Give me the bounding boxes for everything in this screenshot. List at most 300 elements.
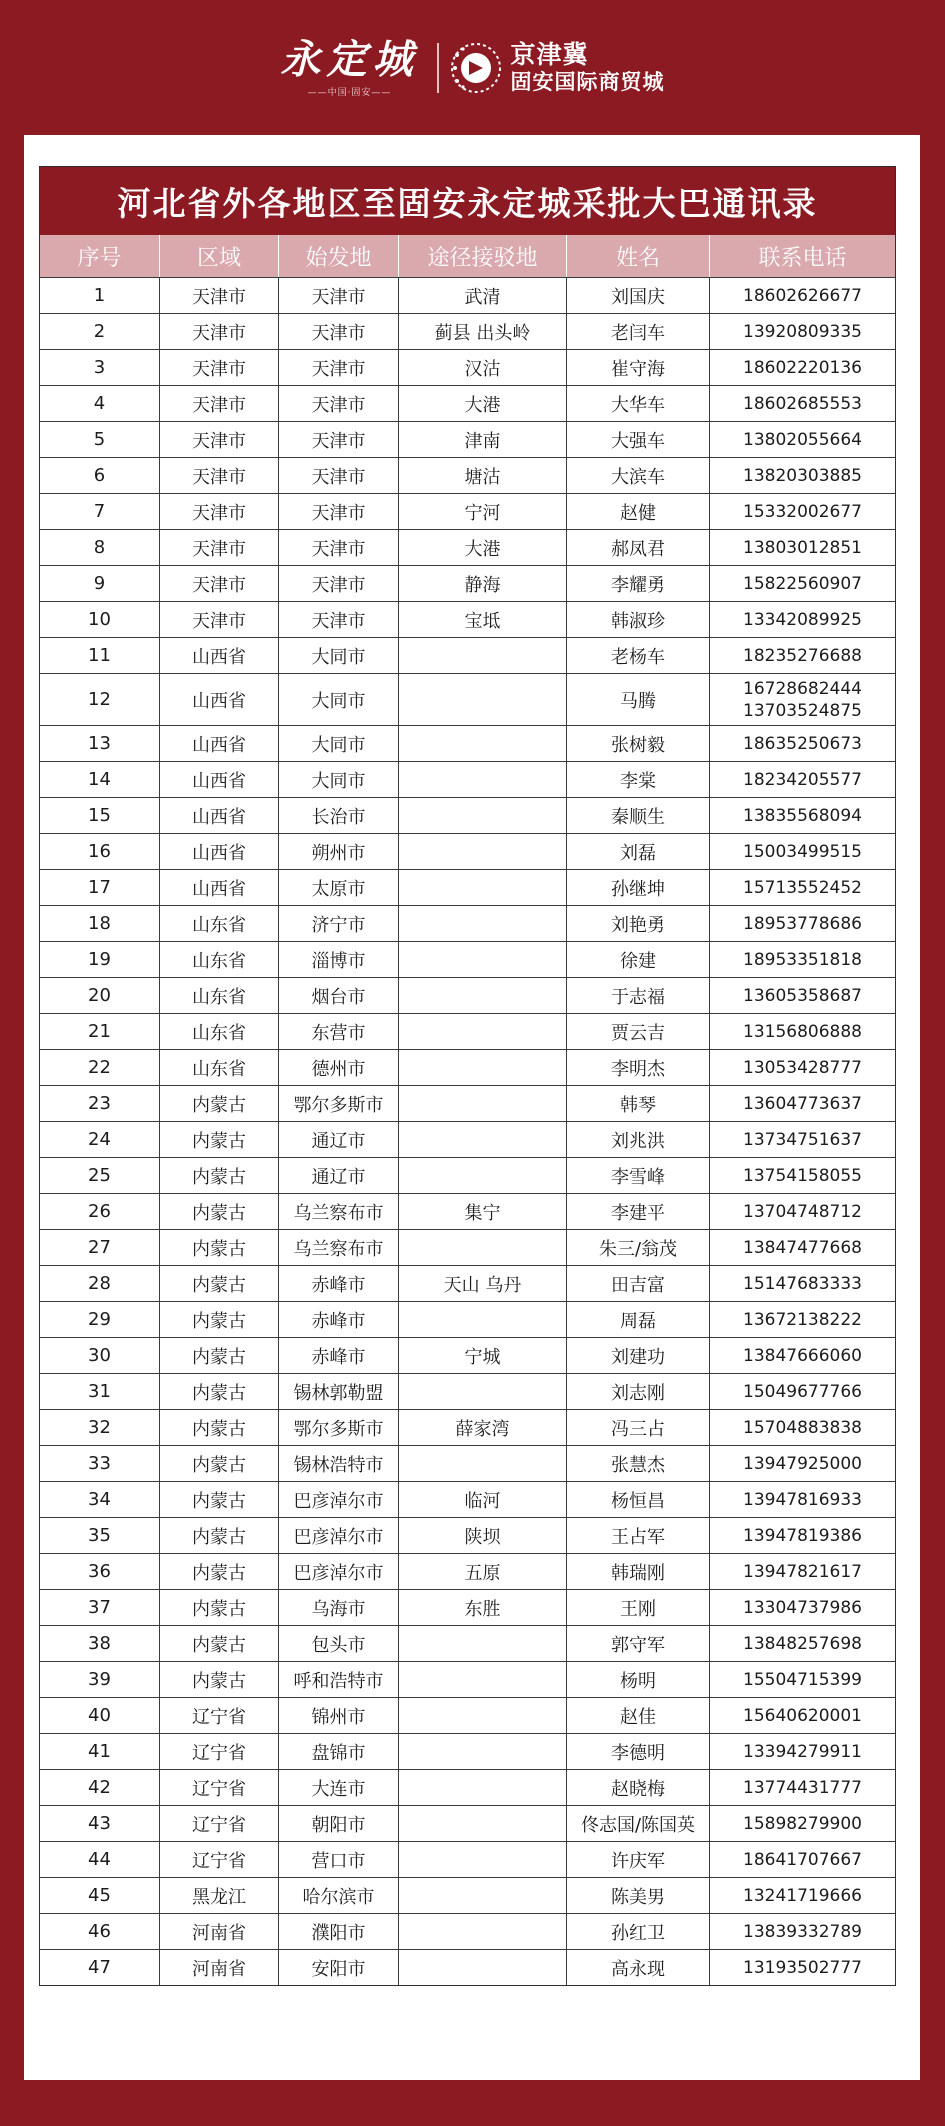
table-row — [40, 1517, 895, 1553]
row-via: 临河 — [398, 1482, 566, 1517]
row-origin: 大连市 — [278, 1770, 398, 1805]
row-via — [398, 942, 566, 977]
phone-number: 18953351818 — [743, 949, 862, 970]
row-origin: 呼和浩特市 — [278, 1662, 398, 1697]
row-contact-name: 郭守军 — [566, 1626, 709, 1661]
row-origin: 太原市 — [278, 870, 398, 905]
row-region: 天津市 — [159, 458, 278, 493]
row-via: 宁河 — [398, 494, 566, 529]
row-number: 21 — [88, 1021, 111, 1042]
row-origin: 天津市 — [278, 602, 398, 637]
row-origin: 大同市 — [278, 726, 398, 761]
row-region: 山东省 — [159, 906, 278, 941]
row-number: 29 — [88, 1309, 111, 1330]
row-region: 山西省 — [159, 834, 278, 869]
row-number: 17 — [88, 877, 111, 898]
phone-number: 13734751637 — [743, 1129, 862, 1150]
row-phone — [709, 386, 895, 421]
logo-divider — [437, 43, 439, 93]
row-contact-name: 佟志国/陈国英 — [566, 1806, 709, 1841]
table-row — [40, 977, 895, 1013]
row-origin: 巴彦淖尔市 — [278, 1518, 398, 1553]
phone-number: 13947925000 — [743, 1453, 862, 1474]
phone-number: 13754158055 — [743, 1165, 862, 1186]
table-row — [40, 1769, 895, 1805]
phone-number: 13947821617 — [743, 1561, 862, 1582]
row-contact-name: 冯三占 — [566, 1410, 709, 1445]
row-number: 37 — [88, 1597, 111, 1618]
row-origin: 大同市 — [278, 674, 398, 725]
row-phone — [709, 1770, 895, 1805]
row-contact-name: 李棠 — [566, 762, 709, 797]
phone-number: 18635250673 — [743, 733, 862, 754]
row-number: 35 — [88, 1525, 111, 1546]
row-number: 46 — [88, 1921, 111, 1942]
row-via — [398, 1086, 566, 1121]
row-region: 山西省 — [159, 638, 278, 673]
table-row — [40, 941, 895, 977]
row-contact-name: 徐建 — [566, 942, 709, 977]
row-number: 20 — [88, 985, 111, 1006]
page-header — [0, 0, 945, 135]
row-contact-name: 马腾 — [566, 674, 709, 725]
row-via: 大港 — [398, 386, 566, 421]
row-region: 内蒙古 — [159, 1410, 278, 1445]
row-phone — [709, 1950, 895, 1985]
row-contact-name: 刘国庆 — [566, 278, 709, 313]
row-origin: 天津市 — [278, 386, 398, 421]
row-contact-name: 杨明 — [566, 1662, 709, 1697]
row-origin: 赤峰市 — [278, 1338, 398, 1373]
table-row — [40, 1409, 895, 1445]
row-number: 5 — [93, 429, 106, 450]
row-number: 32 — [88, 1417, 111, 1438]
row-contact-name: 刘志刚 — [566, 1374, 709, 1409]
row-contact-name: 大华车 — [566, 386, 709, 421]
phone-number: 15640620001 — [743, 1705, 862, 1726]
row-number: 25 — [88, 1165, 111, 1186]
row-number: 30 — [88, 1345, 111, 1366]
row-via — [398, 798, 566, 833]
phone-number: 15822560907 — [743, 573, 862, 594]
table-row — [40, 725, 895, 761]
phone-number: 13848257698 — [743, 1633, 862, 1654]
table-row — [40, 1481, 895, 1517]
table-row — [40, 637, 895, 673]
row-phone — [709, 1734, 895, 1769]
phone-number: 13839332789 — [743, 1921, 862, 1942]
phone-number: 18641707667 — [743, 1849, 862, 1870]
row-contact-name: 大强车 — [566, 422, 709, 457]
phone-number: 13820303885 — [743, 465, 862, 486]
row-via — [398, 1734, 566, 1769]
row-origin: 天津市 — [278, 350, 398, 385]
row-region: 天津市 — [159, 602, 278, 637]
row-region: 天津市 — [159, 566, 278, 601]
row-contact-name: 赵晓梅 — [566, 1770, 709, 1805]
row-number: 27 — [88, 1237, 111, 1258]
yongdingcheng-logo — [281, 37, 419, 98]
row-via: 五原 — [398, 1554, 566, 1589]
row-phone — [709, 978, 895, 1013]
row-number: 34 — [88, 1489, 111, 1510]
row-region: 内蒙古 — [159, 1590, 278, 1625]
row-via — [398, 1914, 566, 1949]
row-origin: 哈尔滨市 — [278, 1878, 398, 1913]
row-phone — [709, 638, 895, 673]
row-number: 43 — [88, 1813, 111, 1834]
row-contact-name: 李明杰 — [566, 1050, 709, 1085]
row-phone — [709, 1014, 895, 1049]
row-phone — [709, 1446, 895, 1481]
row-region: 辽宁省 — [159, 1770, 278, 1805]
phone-number: 13947819386 — [743, 1525, 862, 1546]
row-number: 3 — [93, 357, 106, 378]
phone-number: 13342089925 — [743, 609, 862, 630]
row-via: 塘沽 — [398, 458, 566, 493]
row-phone — [709, 1806, 895, 1841]
row-phone — [709, 762, 895, 797]
row-contact-name: 田吉富 — [566, 1266, 709, 1301]
row-phone — [709, 906, 895, 941]
row-number: 36 — [88, 1561, 111, 1582]
row-via — [398, 762, 566, 797]
table-row — [40, 385, 895, 421]
row-phone — [709, 1518, 895, 1553]
row-via — [398, 674, 566, 725]
row-origin: 乌兰察布市 — [278, 1230, 398, 1265]
row-origin: 天津市 — [278, 530, 398, 565]
row-region: 内蒙古 — [159, 1086, 278, 1121]
bus-directory-table — [39, 166, 896, 1986]
phone-number: 13672138222 — [743, 1309, 862, 1330]
content-panel — [24, 135, 920, 2080]
row-number: 26 — [88, 1201, 111, 1222]
table-row — [40, 797, 895, 833]
phone-number: 15713552452 — [743, 877, 862, 898]
row-contact-name: 王刚 — [566, 1590, 709, 1625]
row-region: 山西省 — [159, 870, 278, 905]
row-phone — [709, 726, 895, 761]
table-row — [40, 1877, 895, 1913]
row-region: 内蒙古 — [159, 1626, 278, 1661]
row-via — [398, 1698, 566, 1733]
phone-number: 13774431777 — [743, 1777, 862, 1798]
row-origin: 锡林郭勒盟 — [278, 1374, 398, 1409]
table-row — [40, 1337, 895, 1373]
row-via: 陕坝 — [398, 1518, 566, 1553]
row-number: 39 — [88, 1669, 111, 1690]
row-origin: 盘锦市 — [278, 1734, 398, 1769]
trade-city-emblem-icon — [449, 41, 503, 95]
row-via — [398, 1230, 566, 1265]
row-via: 东胜 — [398, 1590, 566, 1625]
row-origin: 大同市 — [278, 762, 398, 797]
row-phone — [709, 1266, 895, 1301]
table-row — [40, 1589, 895, 1625]
table-header-row — [40, 235, 895, 277]
table-row — [40, 1697, 895, 1733]
row-origin: 乌海市 — [278, 1590, 398, 1625]
row-origin: 赤峰市 — [278, 1266, 398, 1301]
row-number: 42 — [88, 1777, 111, 1798]
row-region: 辽宁省 — [159, 1734, 278, 1769]
row-contact-name: 赵佳 — [566, 1698, 709, 1733]
row-via — [398, 638, 566, 673]
row-region: 内蒙古 — [159, 1158, 278, 1193]
row-contact-name: 刘兆洪 — [566, 1122, 709, 1157]
row-phone — [709, 1482, 895, 1517]
row-region: 山西省 — [159, 798, 278, 833]
row-phone — [709, 1554, 895, 1589]
row-via — [398, 978, 566, 1013]
row-contact-name: 韩淑珍 — [566, 602, 709, 637]
row-origin: 德州市 — [278, 1050, 398, 1085]
row-via — [398, 1302, 566, 1337]
table-row — [40, 349, 895, 385]
row-via — [398, 1446, 566, 1481]
row-origin: 濮阳市 — [278, 1914, 398, 1949]
row-via — [398, 834, 566, 869]
phone-number: 15704883838 — [743, 1417, 862, 1438]
row-via — [398, 726, 566, 761]
phone-number: 13835568094 — [743, 805, 862, 826]
row-region: 内蒙古 — [159, 1266, 278, 1301]
row-number: 41 — [88, 1741, 111, 1762]
phone-number: 15147683333 — [743, 1273, 862, 1294]
row-contact-name: 大滨车 — [566, 458, 709, 493]
row-number: 31 — [88, 1381, 111, 1402]
row-region: 山东省 — [159, 978, 278, 1013]
row-origin: 锦州市 — [278, 1698, 398, 1733]
row-phone — [709, 1158, 895, 1193]
row-number: 19 — [88, 949, 111, 970]
row-region: 内蒙古 — [159, 1554, 278, 1589]
table-row — [40, 1553, 895, 1589]
row-region: 内蒙古 — [159, 1446, 278, 1481]
row-region: 天津市 — [159, 530, 278, 565]
logo-left-text: 永定城 — [280, 36, 419, 83]
table-row — [40, 761, 895, 797]
phone-number: 15049677766 — [743, 1381, 862, 1402]
row-via — [398, 1158, 566, 1193]
row-contact-name: 王占军 — [566, 1518, 709, 1553]
row-phone — [709, 1626, 895, 1661]
row-via — [398, 1374, 566, 1409]
phone-number: 13241719666 — [743, 1885, 862, 1906]
row-via: 静海 — [398, 566, 566, 601]
row-number: 33 — [88, 1453, 111, 1474]
row-region: 辽宁省 — [159, 1698, 278, 1733]
row-via — [398, 906, 566, 941]
row-phone — [709, 350, 895, 385]
row-region: 河南省 — [159, 1950, 278, 1985]
row-contact-name: 刘艳勇 — [566, 906, 709, 941]
row-phone — [709, 1086, 895, 1121]
row-number: 40 — [88, 1705, 111, 1726]
row-via — [398, 1950, 566, 1985]
phone-number: 13920809335 — [743, 321, 862, 342]
row-number: 24 — [88, 1129, 111, 1150]
row-region: 山东省 — [159, 1014, 278, 1049]
table-row — [40, 601, 895, 637]
row-number: 22 — [88, 1057, 111, 1078]
table-body — [40, 277, 895, 1985]
row-number: 44 — [88, 1849, 111, 1870]
row-number: 6 — [93, 465, 106, 486]
row-origin: 大同市 — [278, 638, 398, 673]
row-contact-name: 高永现 — [566, 1950, 709, 1985]
row-number: 9 — [93, 573, 106, 594]
row-contact-name: 杨恒昌 — [566, 1482, 709, 1517]
phone-number: 18234205577 — [743, 769, 862, 790]
row-number: 8 — [93, 537, 106, 558]
row-via — [398, 870, 566, 905]
row-contact-name: 赵健 — [566, 494, 709, 529]
phone-number: 15003499515 — [743, 841, 862, 862]
table-row — [40, 905, 895, 941]
row-via: 集宁 — [398, 1194, 566, 1229]
row-contact-name: 孙红卫 — [566, 1914, 709, 1949]
row-region: 内蒙古 — [159, 1374, 278, 1409]
row-origin: 乌兰察布市 — [278, 1194, 398, 1229]
row-via: 武清 — [398, 278, 566, 313]
row-via: 蓟县 出头岭 — [398, 314, 566, 349]
row-contact-name: 张树毅 — [566, 726, 709, 761]
row-origin: 东营市 — [278, 1014, 398, 1049]
table-row — [40, 1013, 895, 1049]
row-phone — [709, 602, 895, 637]
table-row — [40, 869, 895, 905]
table-row — [40, 1085, 895, 1121]
row-contact-name: 韩琴 — [566, 1086, 709, 1121]
row-contact-name: 周磊 — [566, 1302, 709, 1337]
trade-city-logo — [511, 41, 665, 95]
row-via — [398, 1662, 566, 1697]
table-row — [40, 1949, 895, 1985]
row-contact-name: 陈美男 — [566, 1878, 709, 1913]
row-origin: 淄博市 — [278, 942, 398, 977]
row-origin: 济宁市 — [278, 906, 398, 941]
phone-number: 18602626677 — [743, 285, 862, 306]
row-contact-name: 郝凤君 — [566, 530, 709, 565]
row-contact-name: 李建平 — [566, 1194, 709, 1229]
table-row — [40, 1445, 895, 1481]
logo-right-line1: 京津冀 — [510, 39, 589, 69]
row-phone — [709, 314, 895, 349]
logo-right-line2: 固安国际商贸城 — [510, 69, 665, 94]
row-region: 天津市 — [159, 494, 278, 529]
row-region: 内蒙古 — [159, 1230, 278, 1265]
row-via — [398, 1626, 566, 1661]
row-contact-name: 李德明 — [566, 1734, 709, 1769]
phone-number: 15898279900 — [743, 1813, 862, 1834]
row-region: 山西省 — [159, 726, 278, 761]
row-number: 13 — [88, 733, 111, 754]
row-number: 47 — [88, 1957, 111, 1978]
row-origin: 包头市 — [278, 1626, 398, 1661]
row-phone — [709, 1374, 895, 1409]
row-region: 内蒙古 — [159, 1662, 278, 1697]
row-region: 辽宁省 — [159, 1842, 278, 1877]
row-phone — [709, 1842, 895, 1877]
phone-number: 13802055664 — [743, 429, 862, 450]
phone-number: 16728682444 — [743, 678, 862, 699]
row-region: 天津市 — [159, 350, 278, 385]
phone-number: 13847477668 — [743, 1237, 862, 1258]
phone-number: 13053428777 — [743, 1057, 862, 1078]
phone-number: 13604773637 — [743, 1093, 862, 1114]
row-region: 内蒙古 — [159, 1302, 278, 1337]
row-region: 山西省 — [159, 762, 278, 797]
phone-number: 18602685553 — [743, 393, 862, 414]
row-phone — [709, 566, 895, 601]
row-phone — [709, 870, 895, 905]
column-header-phone: 联系电话 — [709, 235, 895, 277]
row-contact-name: 韩瑞刚 — [566, 1554, 709, 1589]
row-via — [398, 1842, 566, 1877]
column-header-origin: 始发地 — [278, 235, 398, 277]
row-origin: 天津市 — [278, 494, 398, 529]
table-row — [40, 1229, 895, 1265]
phone-number: 15504715399 — [743, 1669, 862, 1690]
row-origin: 锡林浩特市 — [278, 1446, 398, 1481]
row-contact-name: 老闫车 — [566, 314, 709, 349]
phone-number: 18235276688 — [743, 645, 862, 666]
row-phone — [709, 1302, 895, 1337]
row-phone — [709, 1230, 895, 1265]
phone-number: 13605358687 — [743, 985, 862, 1006]
row-phone — [709, 834, 895, 869]
row-phone — [709, 1590, 895, 1625]
row-phone — [709, 530, 895, 565]
row-number: 45 — [88, 1885, 111, 1906]
row-number: 1 — [93, 285, 106, 306]
phone-number: 13394279911 — [743, 1741, 862, 1762]
row-region: 内蒙古 — [159, 1482, 278, 1517]
row-number: 16 — [88, 841, 111, 862]
table-row — [40, 457, 895, 493]
phone-number: 13703524875 — [743, 700, 862, 721]
row-number: 2 — [93, 321, 106, 342]
row-number: 23 — [88, 1093, 111, 1114]
row-origin: 天津市 — [278, 278, 398, 313]
row-via — [398, 1122, 566, 1157]
row-number: 15 — [88, 805, 111, 826]
table-row — [40, 1373, 895, 1409]
row-region: 天津市 — [159, 422, 278, 457]
row-contact-name: 张慧杰 — [566, 1446, 709, 1481]
logo-left-subtext: ——中国·固安—— — [307, 88, 392, 98]
table-row — [40, 1301, 895, 1337]
table-row — [40, 1661, 895, 1697]
row-contact-name: 老杨车 — [566, 638, 709, 673]
row-contact-name: 刘建功 — [566, 1338, 709, 1373]
row-region: 内蒙古 — [159, 1338, 278, 1373]
row-phone — [709, 1410, 895, 1445]
table-row — [40, 673, 895, 725]
row-phone — [709, 1698, 895, 1733]
table-row — [40, 1805, 895, 1841]
row-phone — [709, 1878, 895, 1913]
row-region: 山西省 — [159, 674, 278, 725]
phone-number: 13156806888 — [743, 1021, 862, 1042]
row-origin: 巴彦淖尔市 — [278, 1554, 398, 1589]
table-row — [40, 1049, 895, 1085]
row-origin: 朝阳市 — [278, 1806, 398, 1841]
row-contact-name: 崔守海 — [566, 350, 709, 385]
row-phone — [709, 1338, 895, 1373]
